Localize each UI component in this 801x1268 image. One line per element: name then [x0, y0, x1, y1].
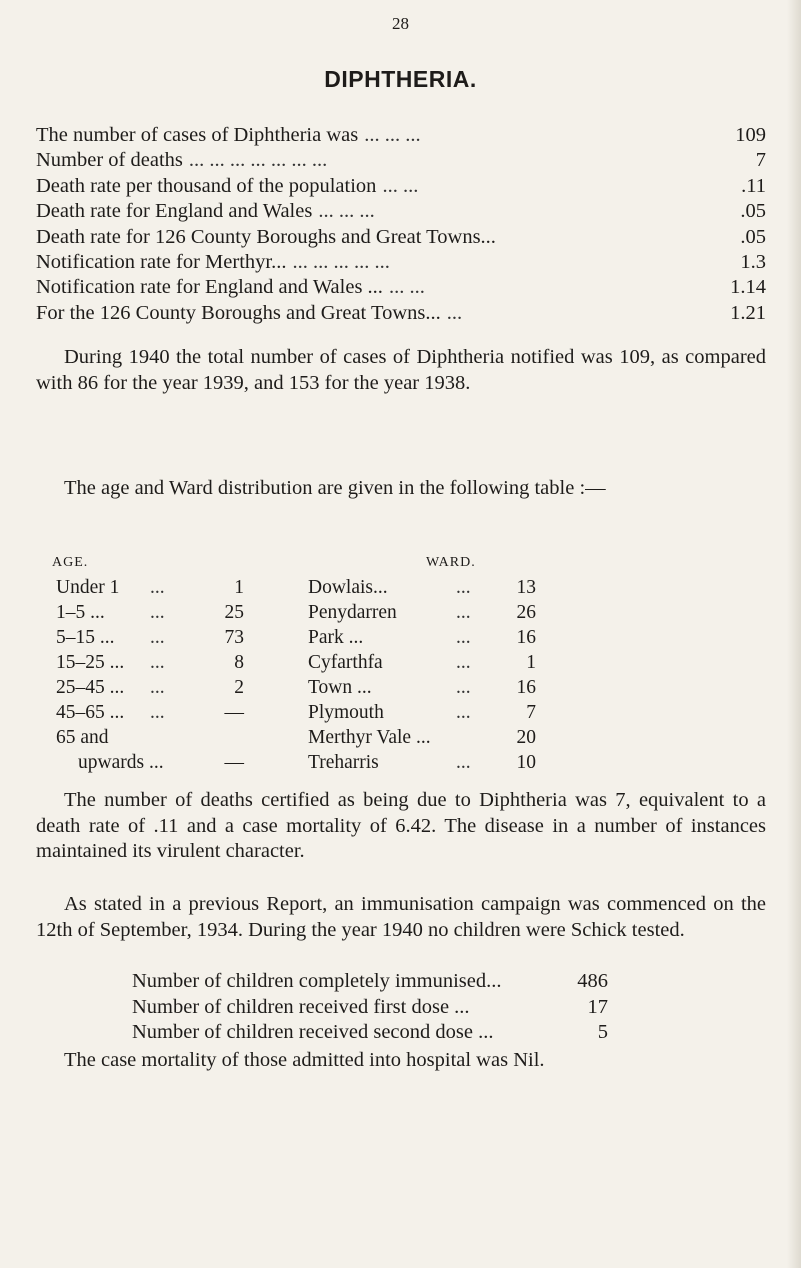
statistics-list	[36, 124, 766, 327]
ward-heading: WARD.	[426, 555, 476, 570]
table-row: upwards ... — Treharris ... 10	[78, 752, 536, 773]
paragraph-table-intro: The age and Ward distribution are given in the following table :—	[64, 477, 606, 499]
stat-row-death-rate: Death rate per thousand of the population ... ... .11	[36, 174, 766, 197]
table-row: Under 1 ... 1 Dowlais... ... 13	[56, 577, 536, 598]
list-item: Number of children completely immunised... 486	[132, 970, 608, 992]
stat-row-notification-england: Notification rate for England and Wales ... ... ... 1.14	[36, 276, 766, 299]
list-item: Number of children received first dose ... 17	[132, 995, 608, 1018]
list-item: Number of children received second dose ... 5	[132, 1021, 608, 1043]
stat-row-cases: The number of cases of Diphtheria was ... ... ... 109	[36, 124, 766, 146]
paragraph-closing: The case mortality of those admitted into hospital was Nil.	[64, 1049, 545, 1071]
stat-row-death-rate-boroughs: Death rate for 126 County Boroughs and Great Towns... .05	[36, 225, 766, 248]
page-title: DIPHTHERIA.	[324, 66, 477, 92]
table-row: 45–65 ... ... — Plymouth ... 7	[56, 702, 536, 723]
stat-row-notification-boroughs: For the 126 County Boroughs and Great Towns... ... 1.21	[36, 301, 766, 324]
page-number: 28	[392, 14, 409, 33]
stat-row-death-rate-england: Death rate for England and Wales ... ... ... .05	[36, 200, 766, 223]
distribution-table	[56, 577, 536, 777]
page-edge-shadow	[787, 0, 801, 1268]
stat-row-deaths: Number of deaths ... ... ... ... ... ... ... 7	[36, 149, 766, 172]
paragraph-immunisation: As stated in a previous Report, an immunisation campaign was commenced on the 12th of September, 1934. During the year 1940 no children were Schick tested.	[36, 893, 766, 941]
stat-row-notification-merthyr: Notification rate for Merthyr... ... ... ... ... ... 1.3	[36, 250, 766, 273]
immunisation-list	[132, 970, 608, 1047]
table-row: 25–45 ... ... 2 Town ... ... 16	[56, 677, 536, 698]
table-row: 5–15 ... ... 73 Park ... ... 16	[56, 627, 536, 648]
table-row: 1–5 ... ... 25 Penydarren ... 26	[56, 602, 536, 623]
age-heading: AGE.	[52, 555, 89, 570]
paragraph-1940-cases: During 1940 the total number of cases of Diphtheria notified was 109, as compared with 86 for the year 1939, and 153 for the year 1938.	[36, 346, 766, 394]
table-row: 65 and Merthyr Vale ... 20	[56, 727, 536, 748]
paragraph-deaths: The number of deaths certified as being due to Diphtheria was 7, equivalent to a death rate of .11 and a case mortality of 6.42. The disease in a number of instances maintained its virulent character.	[36, 789, 766, 862]
table-row: 15–25 ... ... 8 Cyfarthfa ... 1	[56, 652, 536, 673]
